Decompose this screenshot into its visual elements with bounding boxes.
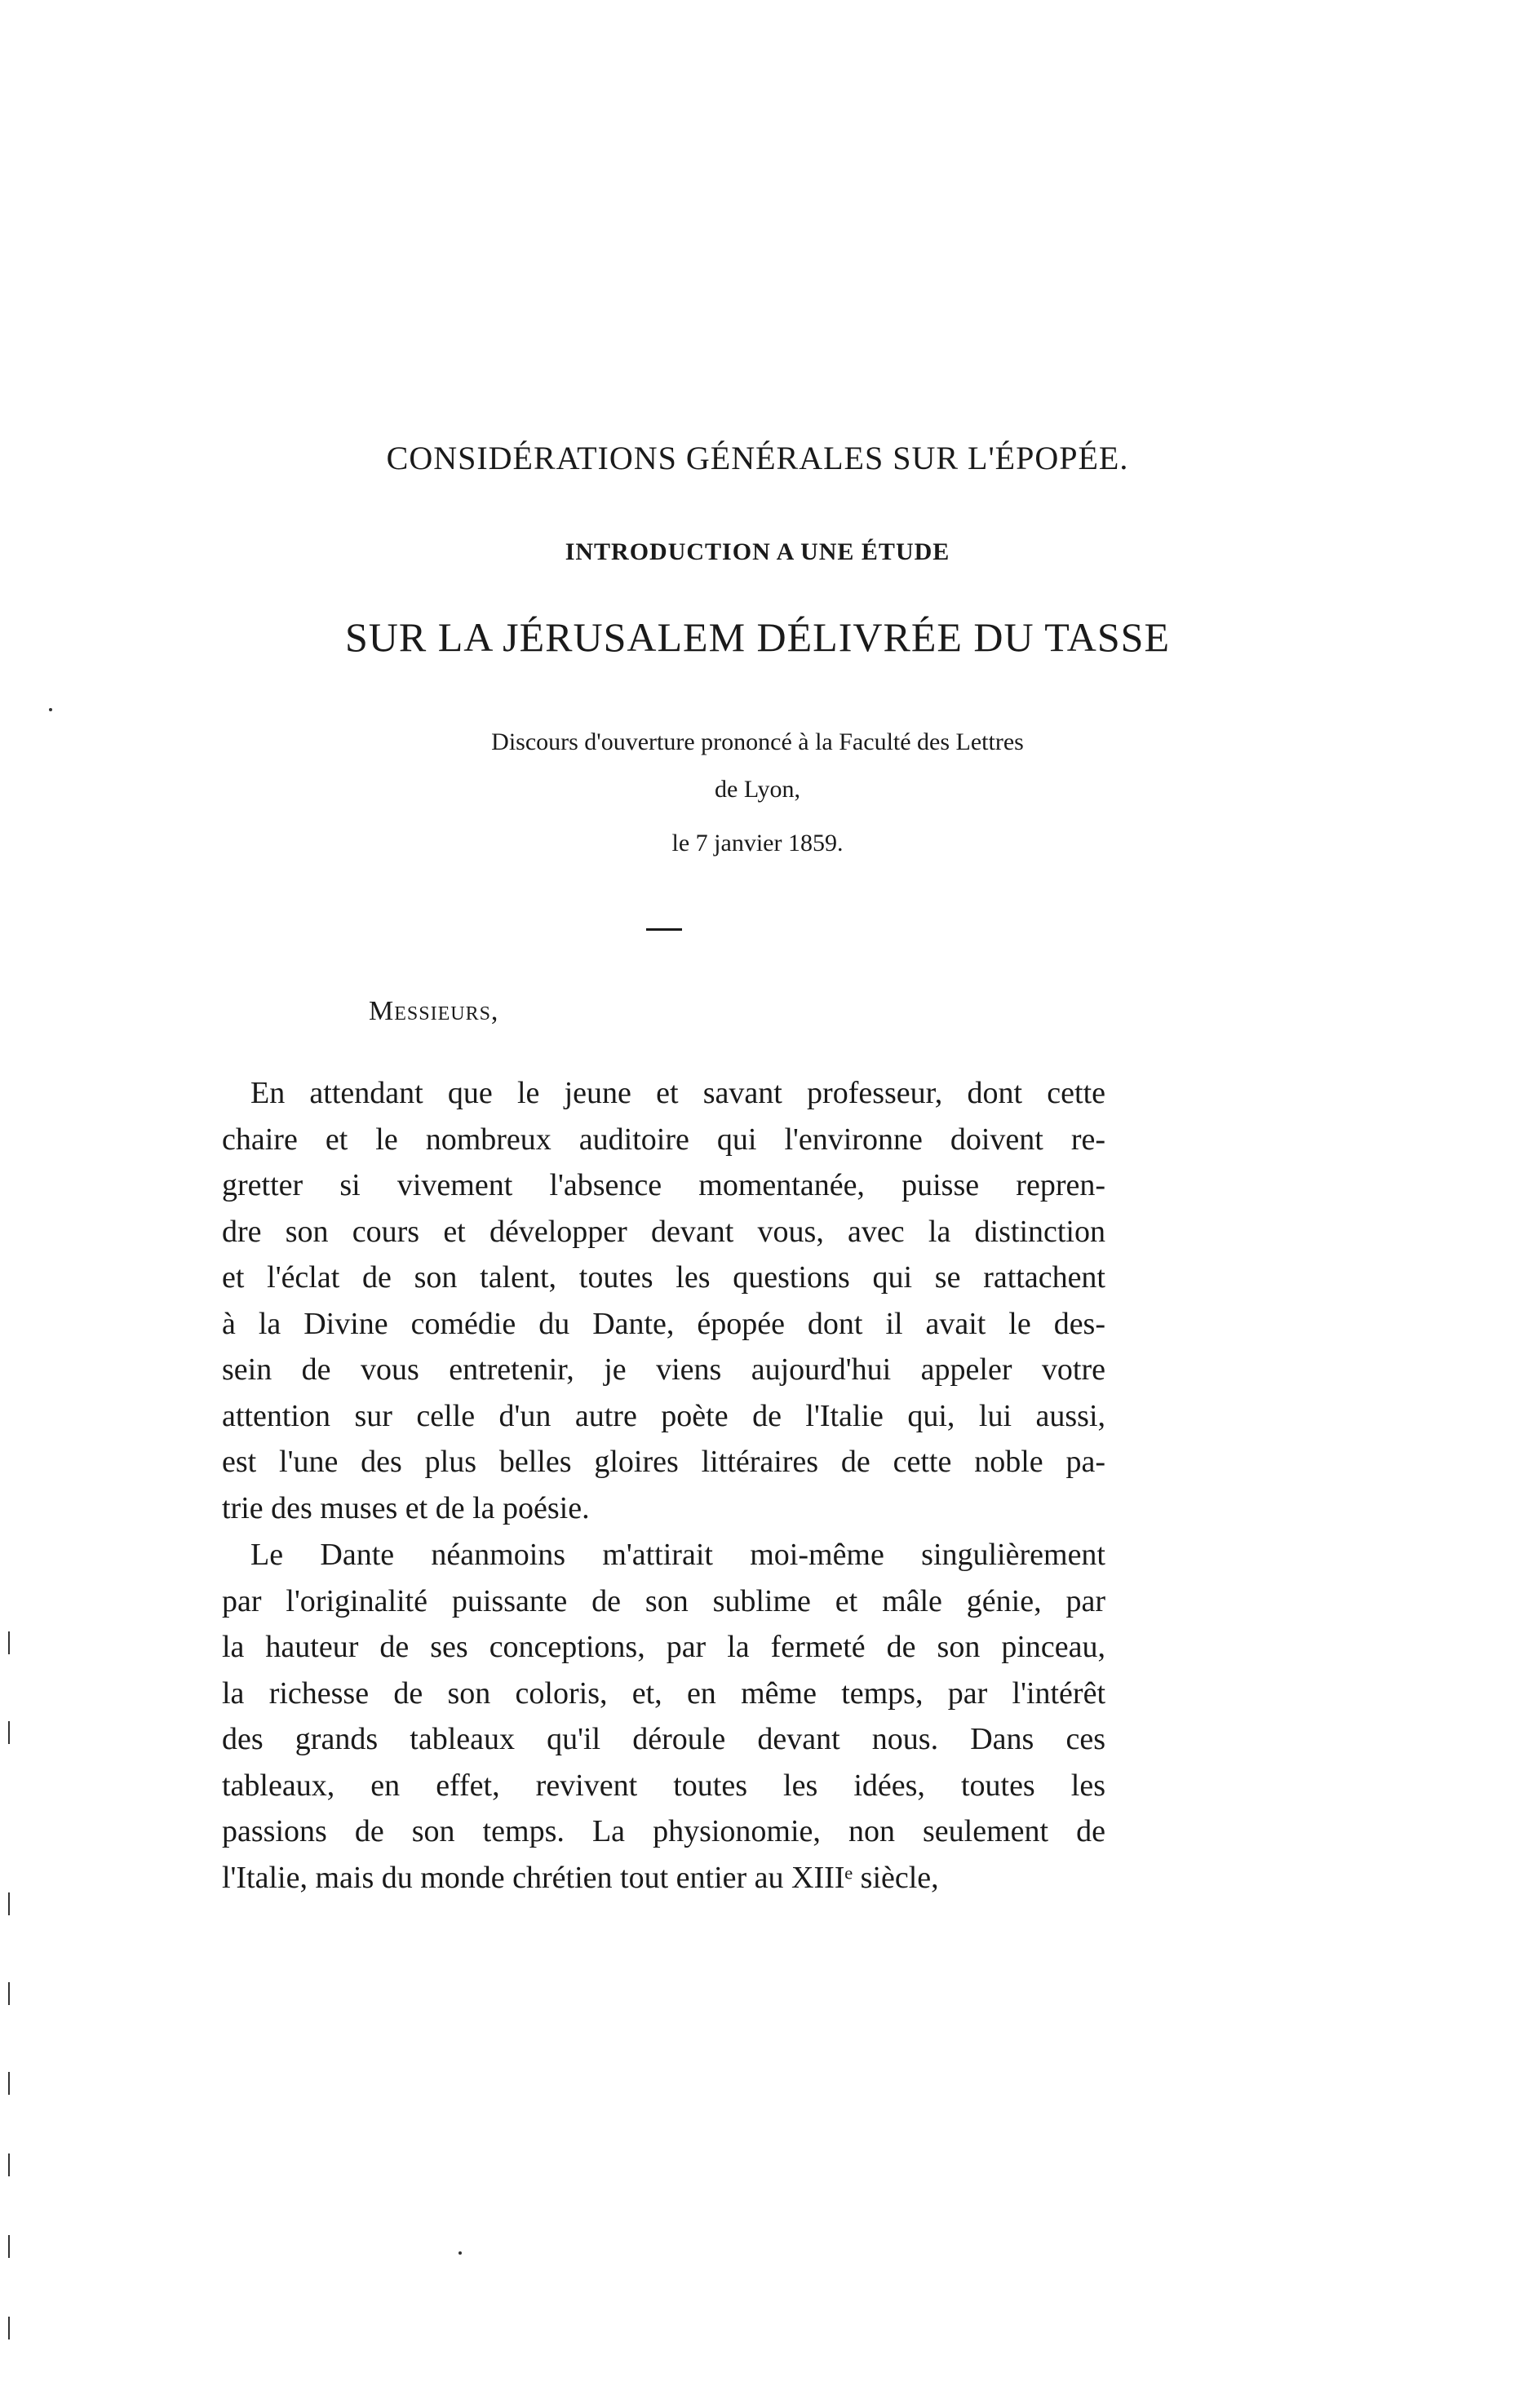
scan-artifact bbox=[458, 2251, 462, 2255]
document-title: CONSIDÉRATIONS GÉNÉRALES SUR L'ÉPOPÉE. bbox=[386, 440, 1129, 476]
separator-rule bbox=[646, 928, 682, 931]
text-line: l'Italie, mais du monde chrétien tout entier au XIIIᵉ siècle, bbox=[222, 1860, 939, 1895]
text-line: par l'originalité puissante de son sublime et mâle génie, par bbox=[222, 1583, 1105, 1618]
text-line: En attendant que le jeune et savant professeur, dont cette bbox=[250, 1076, 1105, 1110]
text-line: trie des muses et de la poésie. bbox=[222, 1490, 590, 1525]
scan-artifact bbox=[8, 2072, 10, 2095]
text-line: la hauteur de ses conceptions, par la fermeté de son pinceau, bbox=[222, 1630, 1105, 1664]
text-line: gretter si vivement l'absence momentanée, puisse repren- bbox=[222, 1168, 1105, 1202]
scan-artifact bbox=[8, 1721, 10, 1744]
scan-artifact bbox=[8, 2235, 10, 2258]
salutation: Messieurs, bbox=[369, 996, 499, 1026]
text-line: passions de son temps. La physionomie, non seulement de bbox=[222, 1814, 1105, 1848]
document-intro-heading: INTRODUCTION A UNE ÉTUDE bbox=[565, 538, 950, 565]
text-line: tableaux, en effet, revivent toutes les idées, toutes les bbox=[222, 1768, 1105, 1803]
text-line: dre son cours et développer devant vous, avec la distinction bbox=[222, 1214, 1105, 1249]
scan-artifact bbox=[8, 1892, 10, 1915]
paragraph bbox=[222, 1532, 1105, 1901]
text-line: sein de vous entretenir, je viens aujourd'hui appeler votre bbox=[222, 1352, 1105, 1387]
scan-artifact bbox=[8, 1631, 10, 1654]
scan-artifact bbox=[49, 708, 52, 711]
text-line: chaire et le nombreux auditoire qui l'environne doivent re- bbox=[222, 1122, 1105, 1157]
document-subtitle: SUR LA JÉRUSALEM DÉLIVRÉE DU TASSE bbox=[344, 614, 1171, 660]
scan-artifact bbox=[8, 2317, 10, 2339]
discours-date: le 7 janvier 1859. bbox=[671, 830, 844, 857]
discours-line: Discours d'ouverture prononcé à la Faculté des Lettres bbox=[491, 728, 1024, 755]
scan-artifact bbox=[8, 2153, 10, 2176]
discours-line: de Lyon, bbox=[715, 776, 800, 803]
paragraph bbox=[222, 1070, 1105, 1531]
text-line: attention sur celle d'un autre poète de l'Italie qui, lui aussi, bbox=[222, 1398, 1105, 1433]
text-line: et l'éclat de son talent, toutes les questions qui se rattachent bbox=[222, 1260, 1105, 1295]
text-line: des grands tableaux qu'il déroule devant nous. Dans ces bbox=[222, 1722, 1105, 1756]
text-line: Le Dante néanmoins m'attirait moi-même singulièrement bbox=[250, 1538, 1105, 1572]
scan-artifact bbox=[8, 1982, 10, 2005]
text-line: à la Divine comédie du Dante, épopée dont il avait le des- bbox=[222, 1306, 1105, 1341]
text-line: la richesse de son coloris, et, en même temps, par l'intérêt bbox=[222, 1675, 1105, 1711]
text-line: est l'une des plus belles gloires littéraires de cette noble pa- bbox=[222, 1445, 1105, 1479]
